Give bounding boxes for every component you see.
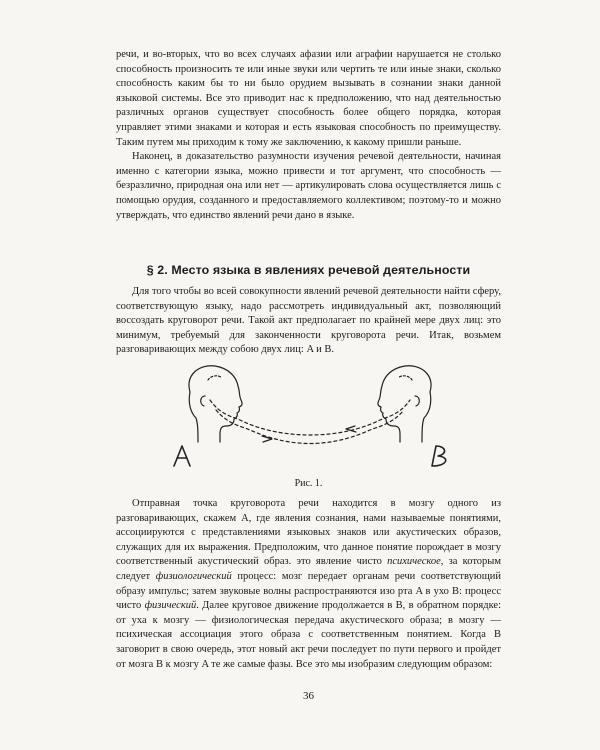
- head-b-brain: [398, 376, 412, 380]
- head-a-ear: [201, 396, 205, 406]
- head-a-outline: [189, 366, 242, 442]
- head-b-ear: [415, 396, 419, 406]
- section-heading: § 2. Место языка в явлениях речевой деятельности: [146, 263, 471, 277]
- speech-circuit-illustration: [150, 362, 470, 472]
- text-run: процесс: мозг передает органам речи соответствующий образу импульс; затем звуковые волны распространяются изо рта A в ухо B: процесс чисто: [116, 570, 502, 612]
- emphasis-physiological: физиологический: [155, 570, 232, 582]
- page-number: 36: [303, 690, 314, 702]
- circuit-upper-path: [210, 400, 410, 435]
- head-a-back: [189, 392, 198, 442]
- mid-text-block: [116, 285, 501, 358]
- paragraph-conclusion: Наконец, в доказательство разумности изучения речевой деятельности, начиная именно с категории языка, можно привести и тот аргумент, что способность — безразлично, природная она или нет — артикулировать слова осуществляется лишь с помощью орудия, созданного и предоставляемого коллективом; поэтому-то и можно утверждать, что единство явлений речи дано в языке.: [116, 151, 501, 221]
- top-text-block: [116, 48, 501, 223]
- letter-b-glyph: [432, 446, 446, 466]
- bottom-text-block: [116, 497, 501, 672]
- paragraph-speech-circuit: [116, 497, 501, 672]
- letter-a-glyph: [174, 446, 190, 466]
- text-run: , за которым следует: [116, 556, 501, 582]
- paragraph-continuation: речи, и во-вторых, что во всех случаях афазии или аграфии нарушается не столько способность произносить те или иные звуки или чертить те или иные знаки, сколько способность каким бы то ни было орудием вызывать в сознании знаки данной языковой системы. Все это приводит нас к предположению, что над деятельностью различных органов существует способность более общего порядка, которая управляет этими знаками и которая и есть языковая способность по преимуществу. Таким путем мы приходим к тому же заключению, к какому пришли раньше.: [116, 49, 501, 148]
- paragraph-intro-speakers: Для того чтобы во всей совокупности явлений речевой деятельности найти сферу, соответствующую языку, надо рассмотреть индивидуальный акт, позволяющий воссоздать круговорот речи. Такой акт предполагает по крайней мере двух лиц: это минимум, требуемый для законченности круговорота речи. Итак, возьмем разговаривающих между собою двух лиц: A и B.: [116, 286, 501, 356]
- head-a-brain: [208, 376, 222, 380]
- text-run: Отправная точка круговорота речи находится в мозгу одного из разговаривающих, скажем A, где явления сознания, нами называемые понятиями, ассоциируются с представлениями языковых знаков или акустических образов, служащих для их выражения. Предположим, что данное понятие порождает в мозгу соответственный акустический образ. это явление чисто: [116, 498, 501, 568]
- speech-circuit-figure: [150, 362, 470, 472]
- emphasis-physical: физический: [144, 600, 197, 612]
- text-run: . Далее круговое движение продолжается в B, в обратном порядке: от уха к мозгу — физиологическая передача акустического образа; в мозгу — психическая ассоциация этого образа с соответственным понятием. Когда B заговорит в свою очередь, этот новый акт речи последует по пути первого и пройдет от мозга B к мозгу A те же самые фазы. Все это мы изобразим следующим образом:: [116, 600, 502, 670]
- figure-caption: Рис. 1.: [294, 478, 323, 489]
- head-b-outline: [378, 366, 431, 442]
- circuit-lower-path: [216, 410, 404, 444]
- emphasis-psychic: психическое: [387, 556, 441, 568]
- head-b-back: [422, 392, 431, 442]
- arrow-a-to-b: [262, 436, 272, 442]
